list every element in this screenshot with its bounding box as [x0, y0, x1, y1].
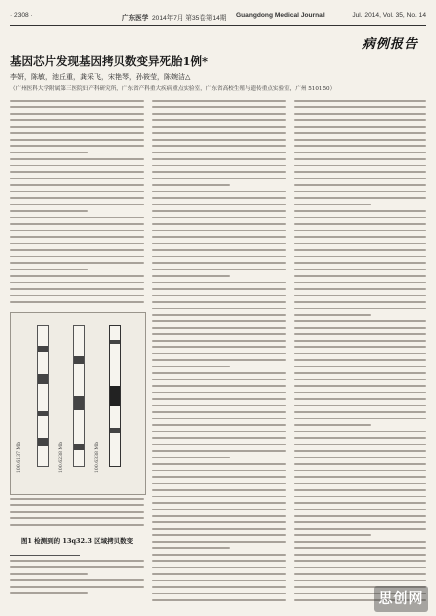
- text-line-placeholder: [294, 106, 426, 108]
- site-watermark: 思创网: [374, 586, 428, 612]
- text-line-placeholder: [294, 171, 426, 173]
- text-line-placeholder: [294, 139, 426, 141]
- text-line-placeholder: [152, 398, 286, 400]
- text-line-placeholder: [152, 353, 286, 355]
- footnote: [10, 560, 144, 599]
- text-line-placeholder: [152, 359, 286, 361]
- text-line-placeholder: [152, 385, 286, 387]
- text-line-placeholder: [10, 106, 144, 108]
- text-line-placeholder: [10, 517, 144, 519]
- text-line-placeholder: [10, 236, 144, 238]
- text-line-placeholder: [152, 366, 230, 368]
- text-line-placeholder: [10, 288, 144, 290]
- text-line-placeholder: [152, 431, 286, 433]
- text-line-placeholder: [10, 498, 144, 500]
- text-line-placeholder: [294, 197, 426, 199]
- text-line-placeholder: [152, 249, 286, 251]
- text-line-placeholder: [294, 457, 426, 459]
- text-line-placeholder: [152, 534, 286, 536]
- text-line-placeholder: [294, 483, 426, 485]
- text-line-placeholder: [152, 171, 286, 173]
- text-line-placeholder: [294, 528, 426, 530]
- text-line-placeholder: [294, 353, 426, 355]
- text-line-placeholder: [10, 262, 144, 264]
- text-line-placeholder: [152, 437, 286, 439]
- text-line-placeholder: [10, 301, 144, 303]
- text-line-placeholder: [152, 340, 286, 342]
- text-line-placeholder: [294, 282, 426, 284]
- text-line-placeholder: [152, 275, 230, 277]
- text-line-placeholder: [294, 308, 426, 310]
- chromosome-track: [37, 325, 49, 467]
- text-line-placeholder: [152, 223, 286, 225]
- text-line-placeholder: [152, 230, 286, 232]
- text-line-placeholder: [152, 470, 286, 472]
- text-line-placeholder: [294, 249, 426, 251]
- text-line-placeholder: [294, 366, 426, 368]
- text-line-placeholder: [294, 204, 371, 206]
- text-line-placeholder: [152, 165, 286, 167]
- text-line-placeholder: [294, 372, 426, 374]
- text-line-placeholder: [294, 275, 426, 277]
- text-line-placeholder: [152, 178, 286, 180]
- text-line-placeholder: [152, 100, 286, 102]
- text-line-placeholder: [152, 457, 230, 459]
- axis-tick-label: 100.6238 Mb: [59, 441, 64, 473]
- page-number: · 2308 ·: [10, 12, 33, 19]
- text-line-placeholder: [152, 243, 286, 245]
- text-line-placeholder: [152, 392, 286, 394]
- text-line-placeholder: [294, 236, 426, 238]
- text-line-placeholder: [152, 158, 286, 160]
- text-line-placeholder: [152, 327, 286, 329]
- text-line-placeholder: [294, 476, 426, 478]
- text-line-placeholder: [294, 534, 371, 536]
- text-line-placeholder: [294, 223, 426, 225]
- text-line-placeholder: [152, 476, 286, 478]
- text-line-placeholder: [152, 210, 286, 212]
- text-line-placeholder: [152, 236, 286, 238]
- text-line-placeholder: [10, 119, 144, 121]
- text-line-placeholder: [10, 171, 144, 173]
- text-line-placeholder: [152, 528, 286, 530]
- body-column-3: [294, 100, 426, 606]
- text-line-placeholder: [152, 372, 286, 374]
- text-line-placeholder: [294, 515, 426, 517]
- axis-tick-label: 100.6137 Mb: [17, 441, 22, 473]
- text-line-placeholder: [152, 580, 286, 582]
- text-line-placeholder: [152, 450, 286, 452]
- text-line-placeholder: [152, 269, 286, 271]
- chromosome-track: [109, 325, 121, 467]
- issue-info-cn: 2014年7月 第35卷第14期: [152, 15, 227, 22]
- text-line-placeholder: [294, 288, 426, 290]
- text-line-placeholder: [294, 573, 426, 575]
- text-line-placeholder: [10, 524, 144, 526]
- header-rule: [10, 25, 426, 26]
- text-line-placeholder: [294, 424, 371, 426]
- article-title: 基因芯片发现基因拷贝数变异死胎1例*: [10, 54, 209, 68]
- text-line-placeholder: [294, 431, 426, 433]
- text-line-placeholder: [152, 262, 286, 264]
- text-line-placeholder: [10, 145, 144, 147]
- figure-1: [10, 312, 146, 495]
- text-line-placeholder: [294, 230, 426, 232]
- text-line-placeholder: [10, 158, 144, 160]
- text-line-placeholder: [294, 158, 426, 160]
- text-line-placeholder: [10, 152, 88, 154]
- text-line-placeholder: [294, 496, 426, 498]
- text-line-placeholder: [294, 392, 426, 394]
- text-line-placeholder: [152, 509, 286, 511]
- text-line-placeholder: [152, 593, 286, 595]
- text-line-placeholder: [152, 424, 286, 426]
- text-line-placeholder: [294, 463, 426, 465]
- text-line-placeholder: [152, 119, 286, 121]
- text-line-placeholder: [152, 139, 286, 141]
- text-line-placeholder: [10, 504, 144, 506]
- text-line-placeholder: [152, 502, 286, 504]
- text-line-placeholder: [294, 320, 426, 322]
- text-line-placeholder: [294, 191, 426, 193]
- text-line-placeholder: [152, 515, 286, 517]
- text-line-placeholder: [152, 567, 286, 569]
- text-line-placeholder: [294, 470, 426, 472]
- text-line-placeholder: [10, 511, 144, 513]
- text-line-placeholder: [152, 496, 286, 498]
- text-line-placeholder: [152, 379, 286, 381]
- text-line-placeholder: [294, 152, 426, 154]
- text-line-placeholder: [294, 126, 426, 128]
- text-line-placeholder: [294, 450, 426, 452]
- text-line-placeholder: [10, 197, 144, 199]
- text-line-placeholder: [294, 521, 426, 523]
- text-line-placeholder: [10, 269, 88, 271]
- text-line-placeholder: [152, 184, 230, 186]
- text-line-placeholder: [10, 126, 144, 128]
- text-line-placeholder: [294, 217, 426, 219]
- text-line-placeholder: [10, 573, 88, 575]
- text-line-placeholder: [152, 314, 286, 316]
- text-line-placeholder: [294, 165, 426, 167]
- text-line-placeholder: [10, 282, 144, 284]
- text-line-placeholder: [294, 489, 426, 491]
- text-line-placeholder: [152, 346, 286, 348]
- text-line-placeholder: [294, 541, 426, 543]
- text-line-placeholder: [10, 249, 144, 251]
- text-line-placeholder: [152, 411, 286, 413]
- text-line-placeholder: [152, 145, 286, 147]
- text-line-placeholder: [152, 217, 286, 219]
- text-line-placeholder: [152, 152, 286, 154]
- text-line-placeholder: [294, 385, 426, 387]
- text-line-placeholder: [294, 379, 426, 381]
- text-line-placeholder: [294, 444, 426, 446]
- text-line-placeholder: [294, 295, 426, 297]
- author-affiliation: （广州医科大学附属第三医院妇产科研究所，广东省产科重大疾病重点实验室，广东省高校生殖与遗传重点实验室，广州 510150）: [10, 86, 336, 92]
- journal-name-en: Guangdong Medical Journal: [236, 12, 325, 19]
- text-line-placeholder: [152, 599, 286, 601]
- figure-legend: [10, 498, 144, 530]
- text-line-placeholder: [152, 256, 286, 258]
- text-line-placeholder: [294, 243, 426, 245]
- text-line-placeholder: [294, 145, 426, 147]
- figure-caption: 图1 检测到的 13q32.3 区域拷贝数变: [20, 537, 134, 545]
- text-line-placeholder: [294, 256, 426, 258]
- text-line-placeholder: [10, 560, 144, 562]
- text-line-placeholder: [152, 586, 286, 588]
- text-line-placeholder: [152, 418, 286, 420]
- text-line-placeholder: [294, 580, 426, 582]
- text-line-placeholder: [294, 502, 426, 504]
- text-line-placeholder: [152, 282, 286, 284]
- text-line-placeholder: [152, 197, 286, 199]
- text-line-placeholder: [152, 320, 286, 322]
- text-line-placeholder: [152, 113, 286, 115]
- text-line-placeholder: [294, 178, 426, 180]
- text-line-placeholder: [294, 405, 426, 407]
- text-line-placeholder: [10, 223, 144, 225]
- text-line-placeholder: [10, 275, 144, 277]
- text-line-placeholder: [10, 132, 144, 134]
- text-line-placeholder: [294, 418, 426, 420]
- text-line-placeholder: [10, 579, 144, 581]
- text-line-placeholder: [10, 243, 144, 245]
- text-line-placeholder: [152, 444, 286, 446]
- body-column-2: [152, 100, 286, 606]
- issue-info-en: Jul. 2014, Vol. 35, No. 14: [352, 12, 426, 19]
- text-line-placeholder: [294, 269, 426, 271]
- text-line-placeholder: [10, 586, 144, 588]
- text-line-placeholder: [294, 301, 426, 303]
- text-line-placeholder: [294, 333, 426, 335]
- text-line-placeholder: [152, 554, 286, 556]
- text-line-placeholder: [294, 113, 426, 115]
- text-line-placeholder: [10, 165, 144, 167]
- text-line-placeholder: [152, 573, 286, 575]
- text-line-placeholder: [152, 541, 286, 543]
- text-line-placeholder: [294, 340, 426, 342]
- text-line-placeholder: [152, 308, 286, 310]
- journal-name-cn: 广东医学: [122, 15, 149, 22]
- text-line-placeholder: [294, 119, 426, 121]
- text-line-placeholder: [294, 132, 426, 134]
- text-line-placeholder: [294, 554, 426, 556]
- axis-tick-label: 100.6338 Mb: [95, 441, 100, 473]
- text-line-placeholder: [152, 483, 286, 485]
- section-label: 病例报告: [361, 37, 418, 52]
- text-line-placeholder: [152, 132, 286, 134]
- text-line-placeholder: [10, 295, 144, 297]
- text-line-placeholder: [10, 592, 88, 594]
- text-line-placeholder: [152, 333, 286, 335]
- running-header: [10, 12, 426, 22]
- text-line-placeholder: [10, 184, 144, 186]
- text-line-placeholder: [152, 560, 286, 562]
- text-line-placeholder: [294, 210, 426, 212]
- text-line-placeholder: [294, 346, 426, 348]
- text-line-placeholder: [152, 204, 286, 206]
- text-line-placeholder: [152, 295, 286, 297]
- text-line-placeholder: [10, 139, 144, 141]
- text-line-placeholder: [294, 509, 426, 511]
- text-line-placeholder: [294, 398, 426, 400]
- text-line-placeholder: [10, 217, 144, 219]
- text-line-placeholder: [152, 301, 286, 303]
- text-line-placeholder: [294, 314, 371, 316]
- text-line-placeholder: [10, 256, 144, 258]
- text-line-placeholder: [294, 567, 426, 569]
- text-line-placeholder: [152, 521, 286, 523]
- text-line-placeholder: [152, 463, 286, 465]
- text-line-placeholder: [10, 113, 144, 115]
- text-line-placeholder: [294, 560, 426, 562]
- text-line-placeholder: [10, 210, 88, 212]
- text-line-placeholder: [294, 262, 426, 264]
- text-line-placeholder: [294, 327, 426, 329]
- chromosome-track: [73, 325, 85, 467]
- text-line-placeholder: [152, 405, 286, 407]
- text-line-placeholder: [10, 100, 144, 102]
- body-column-1-top: [10, 100, 144, 308]
- footnote-rule: [10, 555, 80, 556]
- text-line-placeholder: [152, 547, 230, 549]
- text-line-placeholder: [294, 359, 426, 361]
- text-line-placeholder: [294, 184, 426, 186]
- text-line-placeholder: [10, 178, 144, 180]
- text-line-placeholder: [10, 204, 144, 206]
- text-line-placeholder: [10, 566, 144, 568]
- text-line-placeholder: [152, 288, 286, 290]
- text-line-placeholder: [294, 547, 426, 549]
- text-line-placeholder: [10, 191, 144, 193]
- text-line-placeholder: [152, 489, 286, 491]
- text-line-placeholder: [10, 230, 144, 232]
- text-line-placeholder: [294, 411, 426, 413]
- text-line-placeholder: [294, 437, 426, 439]
- author-list: 李妍，陈敏，池丘重，龚采飞，宋艳琴，孙筱莹，陈婉洁△: [10, 73, 191, 81]
- text-line-placeholder: [152, 106, 286, 108]
- text-line-placeholder: [294, 100, 426, 102]
- text-line-placeholder: [152, 191, 286, 193]
- text-line-placeholder: [152, 126, 286, 128]
